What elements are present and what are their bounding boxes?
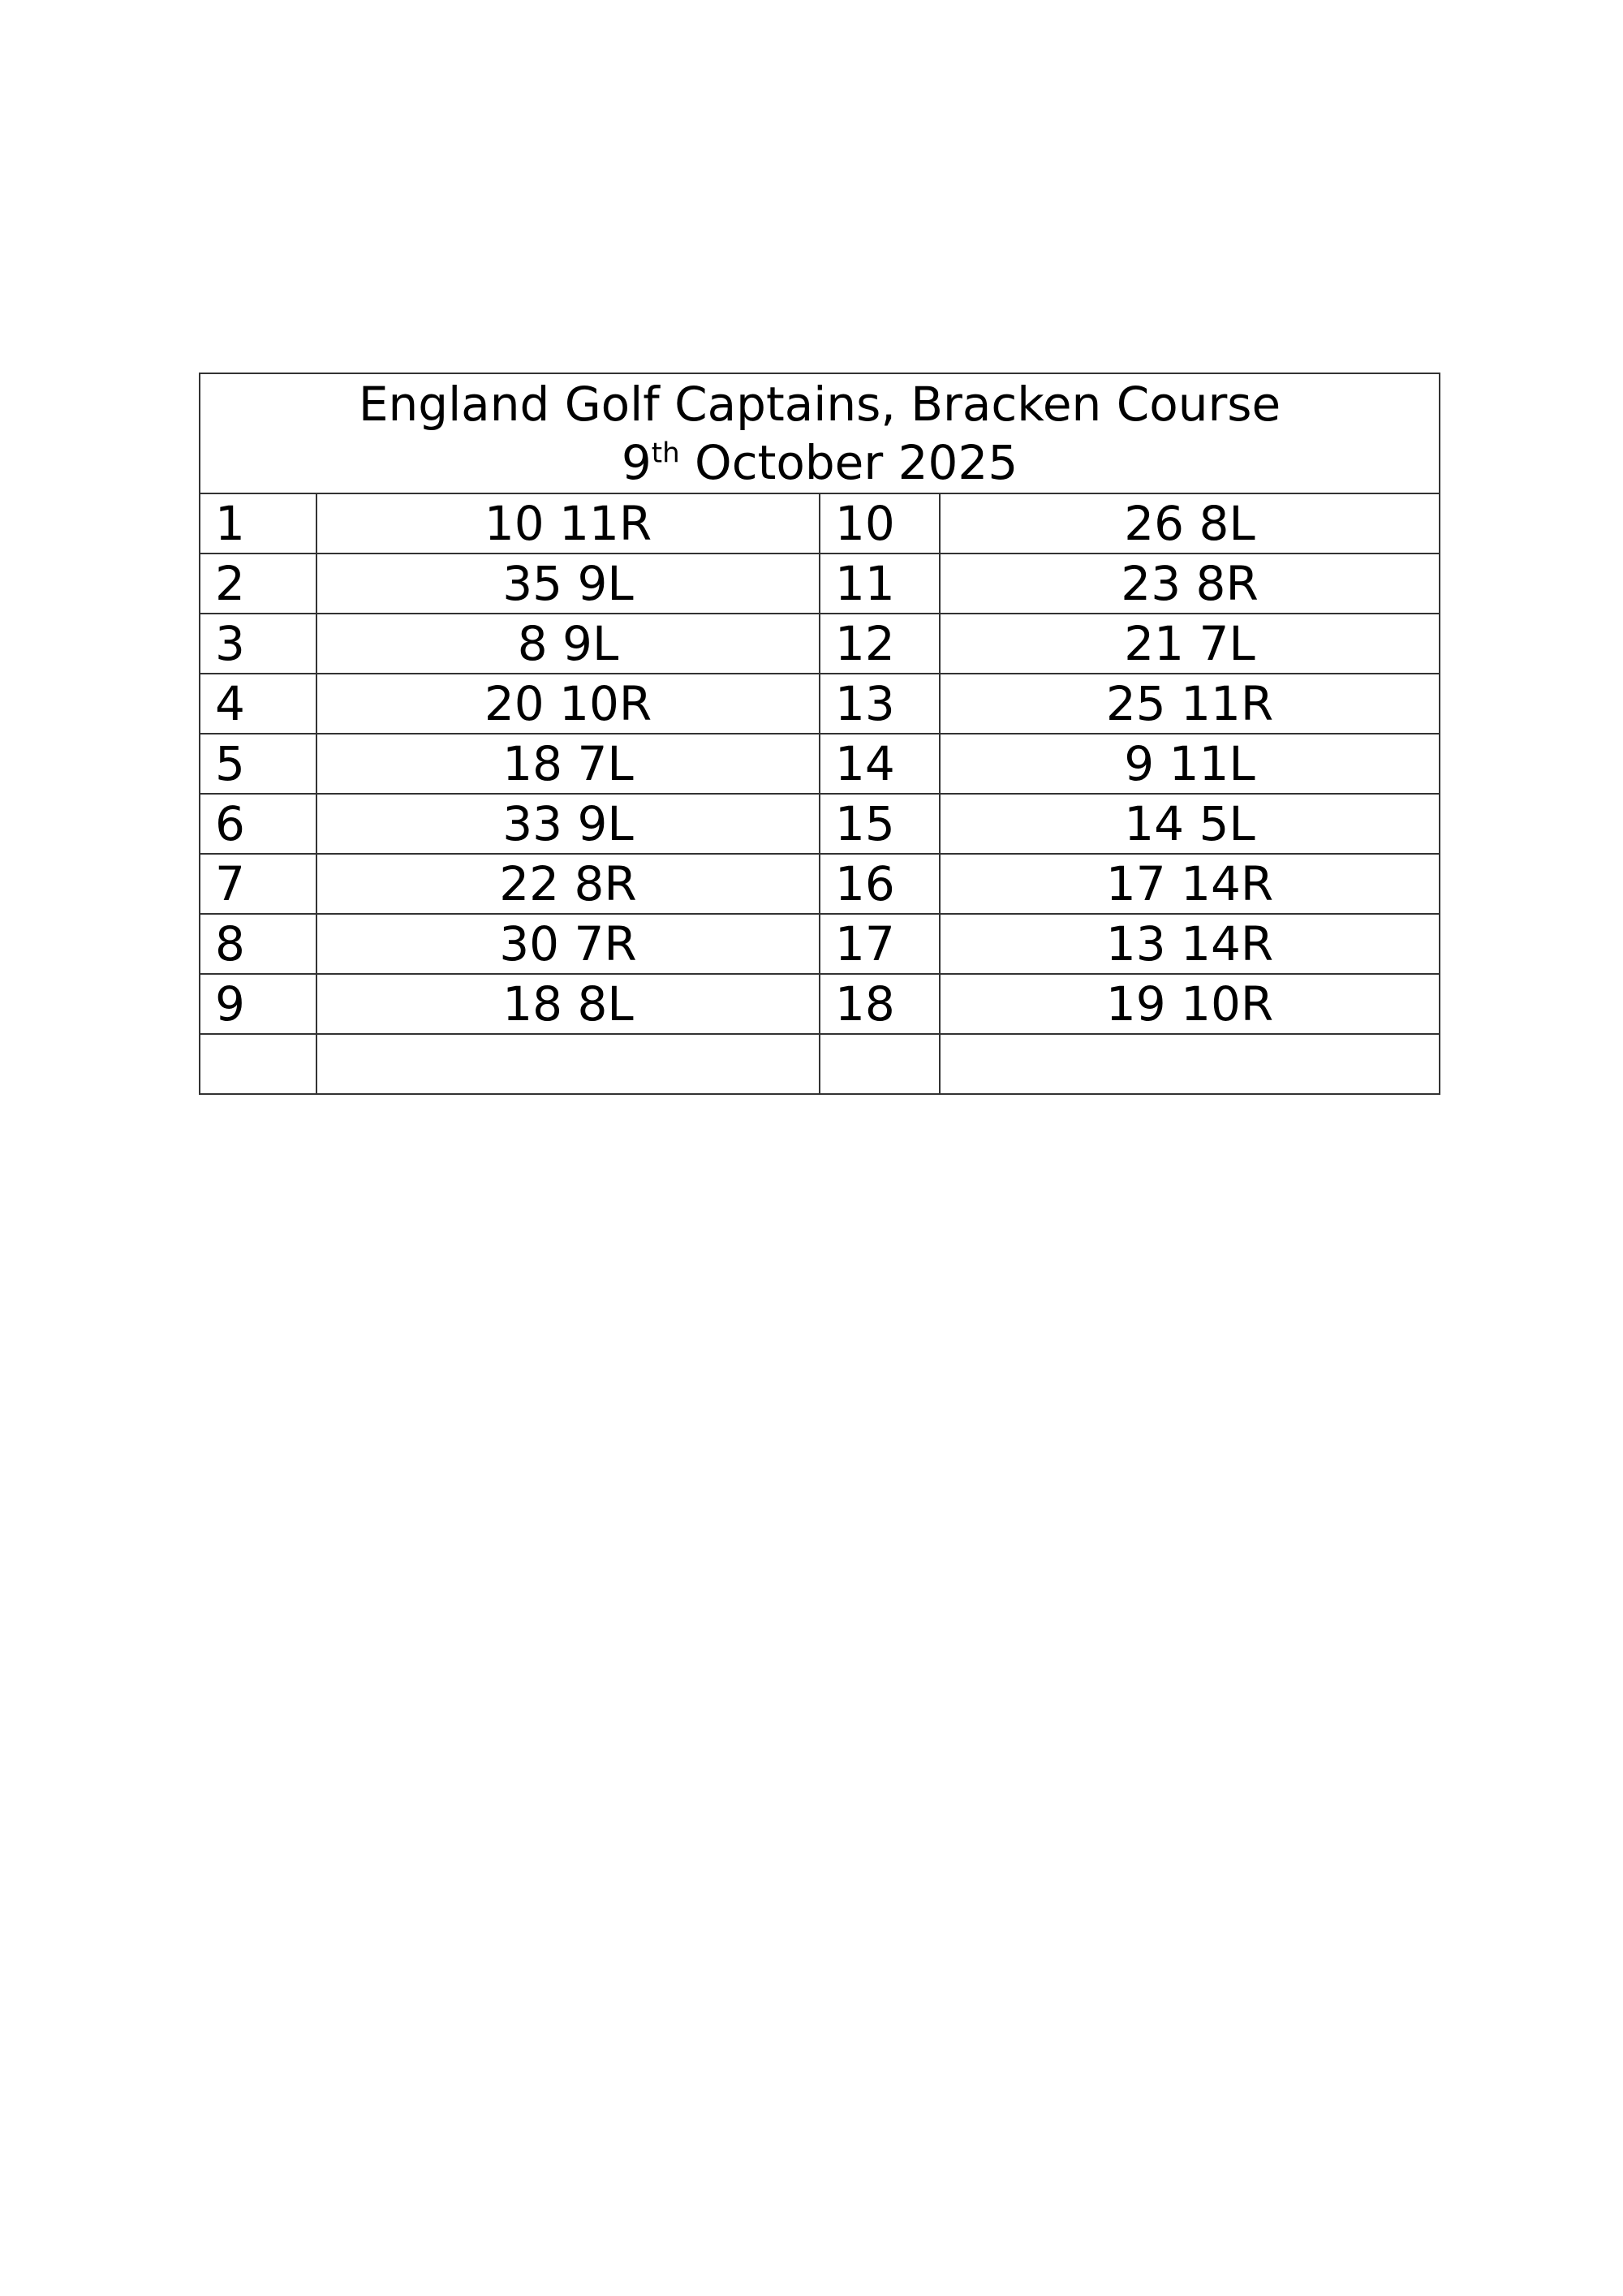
pin-position: 21 7L	[940, 614, 1440, 674]
pin-position: 17 14R	[940, 854, 1440, 914]
hole-number: 18	[820, 974, 940, 1034]
hole-number: 11	[820, 554, 940, 614]
pin-position	[316, 1034, 820, 1094]
hole-number: 6	[200, 794, 316, 854]
pin-position: 14 5L	[940, 794, 1440, 854]
pin-position: 18 8L	[316, 974, 820, 1034]
table-row-empty	[200, 1034, 1440, 1094]
hole-number: 4	[200, 674, 316, 734]
hole-number: 9	[200, 974, 316, 1034]
pin-position: 8 9L	[316, 614, 820, 674]
table-row	[200, 554, 1440, 614]
table-row	[200, 734, 1440, 794]
hole-number: 17	[820, 914, 940, 974]
hole-number: 15	[820, 794, 940, 854]
table-row	[200, 974, 1440, 1034]
hole-number	[200, 1034, 316, 1094]
pin-position: 26 8L	[940, 493, 1440, 554]
hole-number: 8	[200, 914, 316, 974]
date-suffix: th	[651, 437, 680, 470]
hole-number: 1	[200, 493, 316, 554]
table-row	[200, 674, 1440, 734]
pin-position: 10 11R	[316, 493, 820, 554]
pin-position: 25 11R	[940, 674, 1440, 734]
table-row	[200, 614, 1440, 674]
pin-position: 35 9L	[316, 554, 820, 614]
pin-position: 13 14R	[940, 914, 1440, 974]
title-row	[200, 373, 1440, 493]
hole-number	[820, 1034, 940, 1094]
date-rest: October 2025	[679, 435, 1018, 490]
pin-position: 20 10R	[316, 674, 820, 734]
hole-number: 14	[820, 734, 940, 794]
pin-position	[940, 1034, 1440, 1094]
table-row	[200, 493, 1440, 554]
pin-positions-table	[199, 373, 1440, 1095]
pin-position: 23 8R	[940, 554, 1440, 614]
hole-number: 5	[200, 734, 316, 794]
table-row	[200, 854, 1440, 914]
pin-position: 22 8R	[316, 854, 820, 914]
hole-number: 13	[820, 674, 940, 734]
pin-position: 18 7L	[316, 734, 820, 794]
hole-number: 2	[200, 554, 316, 614]
hole-number: 10	[820, 493, 940, 554]
table-row	[200, 914, 1440, 974]
hole-number: 3	[200, 614, 316, 674]
pin-position: 30 7R	[316, 914, 820, 974]
pin-position: 19 10R	[940, 974, 1440, 1034]
hole-number: 7	[200, 854, 316, 914]
date-day: 9	[621, 435, 652, 490]
title-cell	[200, 373, 1440, 493]
event-date	[200, 433, 1439, 492]
table-row	[200, 794, 1440, 854]
hole-number: 16	[820, 854, 940, 914]
hole-number: 12	[820, 614, 940, 674]
pin-position: 9 11L	[940, 734, 1440, 794]
pin-position: 33 9L	[316, 794, 820, 854]
page-title: England Golf Captains, Bracken Course	[358, 377, 1281, 432]
